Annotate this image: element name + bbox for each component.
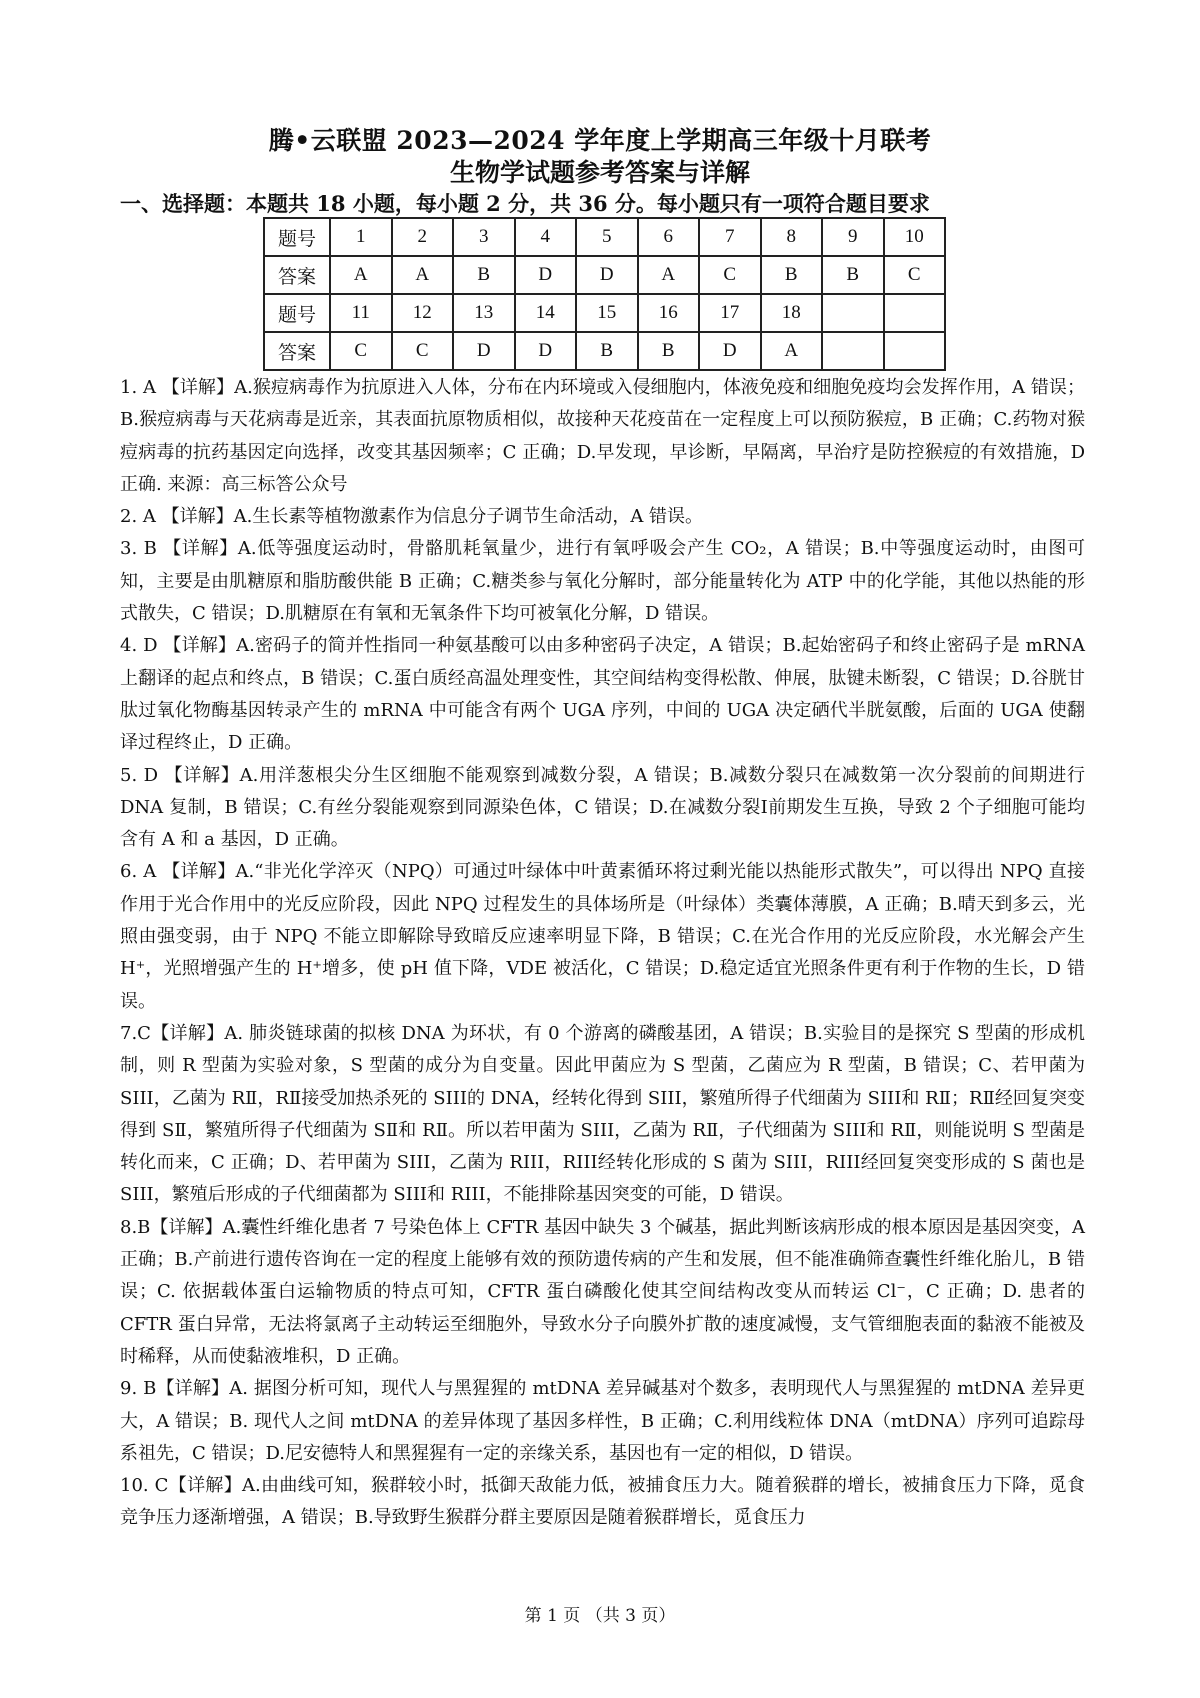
table-row: [264, 294, 945, 332]
table-cell: B: [453, 256, 515, 294]
table-cell: 14: [515, 294, 577, 332]
table-cell: D: [699, 332, 761, 370]
section-heading: 一、选择题：本题共 18 小题，每小题 2 分，共 36 分。每小题只有一项符合题目要求: [120, 191, 930, 216]
document-subtitle: 生物学试题参考答案与详解: [449, 158, 750, 187]
table-cell: A: [638, 256, 700, 294]
explanation-1: 1. A 【详解】A.猴痘病毒作为抗原进入人体，分布在内环境或入侵细胞内，体液免疫和细胞免疫均会发挥作用，A 错误；B.猴痘病毒与天花病毒是近亲，其表面抗原物质相似，故接种天花疫苗在一定程度上可以预防猴痘，B 正确；C.药物对猴痘病毒的抗药基因定向选择，改变其基因频率；C 正确；D.早发现，早诊断，早隔离，早治疗是防控猴痘的有效措施，D 正确. 来源：高三标答公众号: [120, 377, 1085, 495]
table-cell: A: [330, 256, 392, 294]
explanation-10: 10. C【详解】A.由曲线可知，猴群较小时，抵御天敌能力低，被捕食压力大。随着猴群的增长，被捕食压力下降，觅食竞争压力逐渐增强，A 错误；B.导致野生猴群分群主要原因是随着猴群增长，觅食压力: [120, 1475, 1085, 1529]
table-cell: B: [761, 256, 823, 294]
table-row-header: 题号: [264, 218, 330, 256]
page-footer: 第 1 页 （共 3 页）: [524, 1606, 676, 1626]
table-cell: C: [330, 332, 392, 370]
table-row-header: 答案: [264, 332, 330, 370]
table-cell: D: [453, 332, 515, 370]
table-cell: 3: [453, 218, 515, 256]
table-cell: 13: [453, 294, 515, 332]
table-cell: C: [392, 332, 454, 370]
table-cell: A: [761, 332, 823, 370]
document-title: 腾•云联盟 2023—2024 学年度上学期高三年级十月联考: [268, 126, 932, 155]
table-cell: [822, 332, 884, 370]
explanation-6: 6. A 【详解】A.“非光化学淬灭（NPQ）可通过叶绿体中叶黄素循环将过剩光能以热能形式散失”，可以得出 NPQ 直接作用于光合作用中的光反应阶段，因此 NPQ 过程发生的具体场所是（叶绿体）类囊体薄膜，A 正确；B.晴天到多云，光照由强变弱，由于 NPQ 不能立即解除导致暗反应速率明显下降，B 错误；C.在光合作用的光反应阶段，水光解会产生 H⁺，光照增强产生的 H⁺增多，使 pH 值下降，VDE 被活化，C 错误；D.稳定适宜光照条件更有利于作物的生长，D 错误。: [120, 861, 1085, 1012]
table-cell: 12: [392, 294, 454, 332]
explanation-3: 3. B 【详解】A.低等强度运动时，骨骼肌耗氧量少，进行有氧呼吸会产生 CO₂，A 错误；B.中等强度运动时，由图可知，主要是由肌糖原和脂肪酸供能 B 正确；C.糖类参与氧化分解时，部分能量转化为 ATP 中的化学能，其他以热能的形式散失，C 错误；D.肌糖原在有氧和无氧条件下均可被氧化分解，D 错误。: [120, 538, 1085, 625]
table-row: [264, 218, 945, 256]
table-cell: 9: [822, 218, 884, 256]
table-cell: [884, 294, 946, 332]
table-cell: [822, 294, 884, 332]
table-row: [264, 256, 945, 294]
table-cell: 1: [330, 218, 392, 256]
table-cell: D: [515, 256, 577, 294]
explanation-2: 2. A 【详解】A.生长素等植物激素作为信息分子调节生命活动，A 错误。: [120, 506, 704, 528]
answer-table: [263, 217, 946, 371]
table-cell: 11: [330, 294, 392, 332]
table-row-header: 答案: [264, 256, 330, 294]
table-cell: 17: [699, 294, 761, 332]
table-cell: [884, 332, 946, 370]
table-cell: D: [515, 332, 577, 370]
table-cell: 18: [761, 294, 823, 332]
explanation-7: 7.C【详解】A. 肺炎链球菌的拟核 DNA 为环状，有 0 个游离的磷酸基团，A 错误；B.实验目的是探究 S 型菌的形成机制，则 R 型菌为实验对象，S 型菌的成分为自变量。因此甲菌应为 S 型菌，乙菌应为 R 型菌，B 错误；C、若甲菌为 SIII，乙菌为 RⅡ，RⅡ接受加热杀死的 SIII的 DNA，经转化得到 SIII，繁殖所得子代细菌为 SIII和 RⅡ；RⅡ经回复突变得到 SⅡ，繁殖所得子代细菌为 SⅡ和 RⅡ。所以若甲菌为 SIII，乙菌为 RⅡ，子代细菌为 SIII和 RⅡ，则能说明 S 型菌是转化而来，C 正确；D、若甲菌为 SIII，乙菌为 RIII，RIII经转化形成的 S 菌为 SIII，RIII经回复突变形成的 S 菌也是 SIII，繁殖后形成的子代细菌都为 SIII和 RIII，不能排除基因突变的可能，D 错误。: [120, 1022, 1085, 1206]
explanation-5: 5. D 【详解】A.用洋葱根尖分生区细胞不能观察到减数分裂，A 错误；B.减数分裂只在减数第一次分裂前的间期进行 DNA 复制，B 错误；C.有丝分裂能观察到同源染色体，C 错误；D.在减数分裂Ⅰ前期发生互换，导致 2 个子细胞可能均含有 A 和 a 基因，D 正确。: [120, 764, 1085, 851]
explanation-8: 8.B【详解】A.囊性纤维化患者 7 号染色体上 CFTR 基因中缺失 3 个碱基，据此判断该病形成的根本原因是基因突变，A 正确；B.产前进行遗传咨询在一定的程度上能够有效的预防遗传病的产生和发展，但不能准确筛查囊性纤维化胎儿，B 错误；C. 依据载体蛋白运输物质的特点可知，CFTR 蛋白磷酸化使其空间结构改变从而转运 Cl⁻，C 正确；D. 患者的 CFTR 蛋白异常，无法将氯离子主动转运至细胞外，导致水分子向膜外扩散的速度减慢，支气管细胞表面的黏液不能被及时稀释，从而使黏液堆积，D 正确。: [120, 1216, 1085, 1367]
explanations: [120, 372, 1085, 1535]
table-cell: B: [822, 256, 884, 294]
table-cell: B: [576, 332, 638, 370]
table-cell: 6: [638, 218, 700, 256]
table-cell: 16: [638, 294, 700, 332]
table-cell: C: [884, 256, 946, 294]
table-cell: 7: [699, 218, 761, 256]
explanation-9: 9. B【详解】A. 据图分析可知，现代人与黑猩猩的 mtDNA 差异碱基对个数多，表明现代人与黑猩猩的 mtDNA 差异更大，A 错误；B. 现代人之间 mtDNA 的差异体现了基因多样性，B 正确；C.利用线粒体 DNA（mtDNA）序列可追踪母系祖先，C 错误；D.尼安德特人和黑猩猩有一定的亲缘关系，基因也有一定的相似，D 错误。: [120, 1378, 1085, 1464]
table-cell: 5: [576, 218, 638, 256]
table-cell: B: [638, 332, 700, 370]
table-cell: D: [576, 256, 638, 294]
table-cell: 4: [515, 218, 577, 256]
table-cell: 2: [392, 218, 454, 256]
table-cell: 15: [576, 294, 638, 332]
table-row: [264, 332, 945, 370]
table-cell: 8: [761, 218, 823, 256]
table-cell: A: [392, 256, 454, 294]
explanation-4: 4. D 【详解】A.密码子的简并性指同一种氨基酸可以由多种密码子决定，A 错误；B.起始密码子和终止密码子是 mRNA 上翻译的起点和终点，B 错误；C.蛋白质经高温处理变性，其空间结构变得松散、伸展，肽键未断裂，C 错误；D.谷胱甘肽过氧化物酶基因转录产生的 mRNA 中可能含有两个 UGA 序列，中间的 UGA 决定硒代半胱氨酸，后面的 UGA 使翻译过程终止，D 正确。: [120, 635, 1085, 754]
table-cell: C: [699, 256, 761, 294]
table-cell: 10: [884, 218, 946, 256]
table-row-header: 题号: [264, 294, 330, 332]
